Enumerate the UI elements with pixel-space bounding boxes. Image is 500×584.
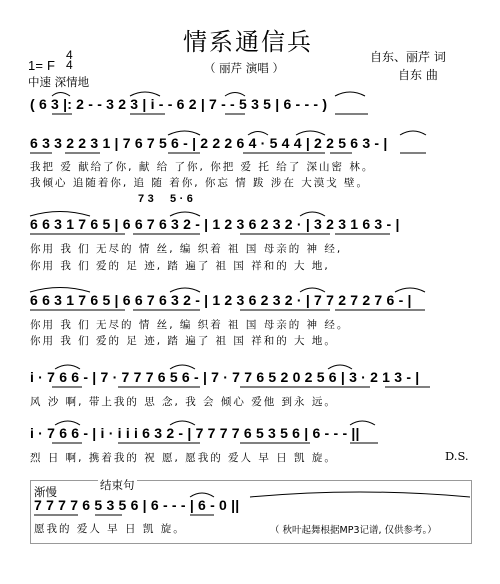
slur-mark: [400, 131, 426, 135]
score-line-3: 6 6 3 1 7 6 5 | 6 6 7 6 3 2 - | 1 2 3 6 2 3 2 · | 7 7 2 7 2 7 6 - |: [30, 292, 412, 308]
time-signature-top: 4: [66, 48, 73, 62]
time-signature: [66, 50, 73, 70]
key-signature: 1= F: [28, 58, 56, 73]
slow-marking: 渐慢: [34, 485, 57, 499]
ds-marking: D.S.: [445, 449, 469, 463]
small-notes-a: 7 3: [138, 193, 154, 205]
score-line-2: 6 6 3 1 7 6 5 | 6 6 7 6 3 2 - | 1 2 3 6 2 3 2 · | 3 2 3 1 6 3 - |: [30, 216, 400, 232]
lyric-line-3-verse-1: 你用 我 们 无尽的 情 丝, 编 织着 祖 国 母亲的 神 经。: [30, 319, 350, 331]
composer-credit: 自东 曲: [398, 68, 438, 82]
performer-credit: （ 丽芹 演唱 ）: [204, 61, 284, 75]
lyric-line-ending: 愿我的 爱人 早 日 凯 旋。: [34, 523, 186, 535]
tempo-marking: 中速 深情地: [28, 75, 90, 89]
ending-marking: 结束句: [100, 478, 135, 492]
song-title: 情系通信兵: [183, 28, 313, 56]
slur-mark: [335, 92, 365, 96]
footer-note: （ 秋叶起舞根据MP3记谱, 仅供参考。）: [270, 525, 437, 536]
score-line-4: i · 7 6 6 - | 7 · 7 7 7 6 5 6 - | 7 · 7 7 6 5 2 0 2 5 6 | 3 · 2 1 3 - |: [30, 369, 420, 385]
lyricist-credit: 自东、丽芹 词: [370, 50, 446, 64]
lyric-line-2-verse-1: 你用 我 们 无尽的 情 丝, 编 织着 祖 国 母亲的 神 经,: [30, 243, 343, 255]
time-signature-bottom: 4: [66, 58, 73, 72]
lyric-line-1-verse-2: 我倾心 追随着你, 追 随 着你, 你忘 情 跋 涉在 大漠戈 壁。: [30, 177, 370, 189]
lyric-line-4: 风 沙 啊, 带上我的 思 念, 我 会 倾心 爱他 到永 远。: [30, 396, 337, 408]
lyric-line-5: 烈 日 啊, 携着我的 祝 愿, 愿我的 爱人 早 日 凯 旋。: [30, 452, 337, 464]
lyric-line-1-verse-1: 我把 爱 献给了你, 献 给 了你, 你把 爱 托 给了 深山密 林。: [30, 161, 375, 173]
small-notes-b: 5 · 6: [170, 193, 194, 205]
score-line-1: 6 3 3 2 2 3 1 | 7 6 7 5 6 - | 2 2 2 6 4 · 5 4 4 | 2 2 5 6 3 - |: [30, 135, 388, 151]
score-line-ending: 7 7 7 7 6 5 3 5 6 | 6 - - - | 6 - 0 ||: [34, 497, 240, 513]
lyric-line-3-verse-2: 你用 我 们 爱的 足 迹, 踏 遍了 祖 国 祥和的 大 地。: [30, 335, 337, 347]
lyric-line-2-verse-2: 你用 我 们 爱的 足 迹, 踏 遍了 祖 国 祥和的 大 地,: [30, 260, 330, 272]
score-line-5: i · 7 6 6 - | i · i i i 6 3 2 - | 7 7 7 7 6 5 3 5 6 | 6 - - - ||: [30, 425, 360, 441]
score-line-intro: ( 6 3 |: 2 - - 3 2 3 | i - - 6 2 | 7 - - 5 3 5 | 6 - - - ): [30, 96, 328, 112]
